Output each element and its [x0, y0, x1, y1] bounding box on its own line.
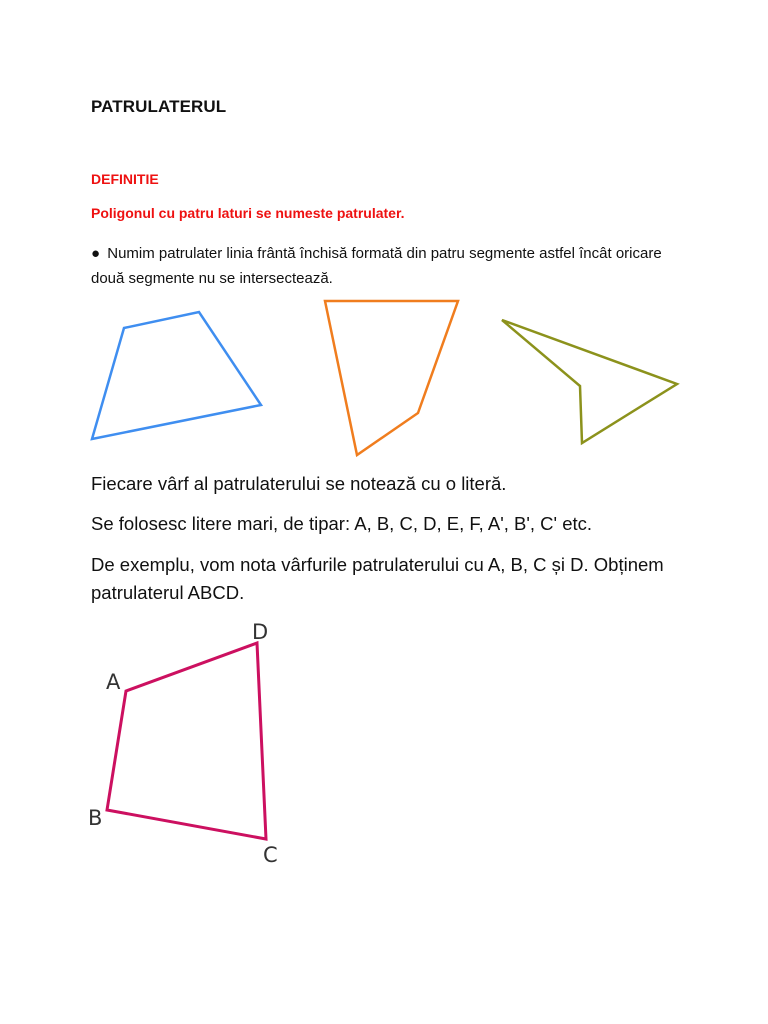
bullet-icon: ●	[91, 245, 101, 262]
orange-quadrilateral	[325, 301, 458, 455]
vertex-label-c: C	[263, 843, 278, 867]
blue-quadrilateral	[92, 312, 261, 439]
vertex-label-a: A	[106, 670, 121, 694]
paragraph-example-abcd: De exemplu, vom nota vârfurile patrulaterului cu A, B, C și D. Obținem patrulaterul ABCD.	[91, 554, 664, 603]
definition-heading: DEFINITIE	[91, 171, 159, 187]
definition-text: Poligonul cu patru laturi se numeste patrulater.	[91, 205, 405, 221]
paragraph-capital-letters: Se folosesc litere mari, de tipar: A, B, C, D, E, F, A', B', C' etc.	[91, 513, 593, 534]
vertex-label-b: B	[88, 806, 103, 830]
quadrilateral-abcd	[107, 643, 266, 839]
page-title: PATRULATERUL	[91, 97, 227, 116]
bullet-text: Numim patrulater linia frântă închisă formată din patru segmente astfel încât oricare două segmente nu se intersectează.	[91, 245, 662, 287]
vertex-label-d: D	[252, 620, 269, 644]
paragraph-vertex-notation: Fiecare vârf al patrulaterului se notează cu o literă.	[91, 473, 507, 494]
olive-quadrilateral	[502, 320, 677, 443]
